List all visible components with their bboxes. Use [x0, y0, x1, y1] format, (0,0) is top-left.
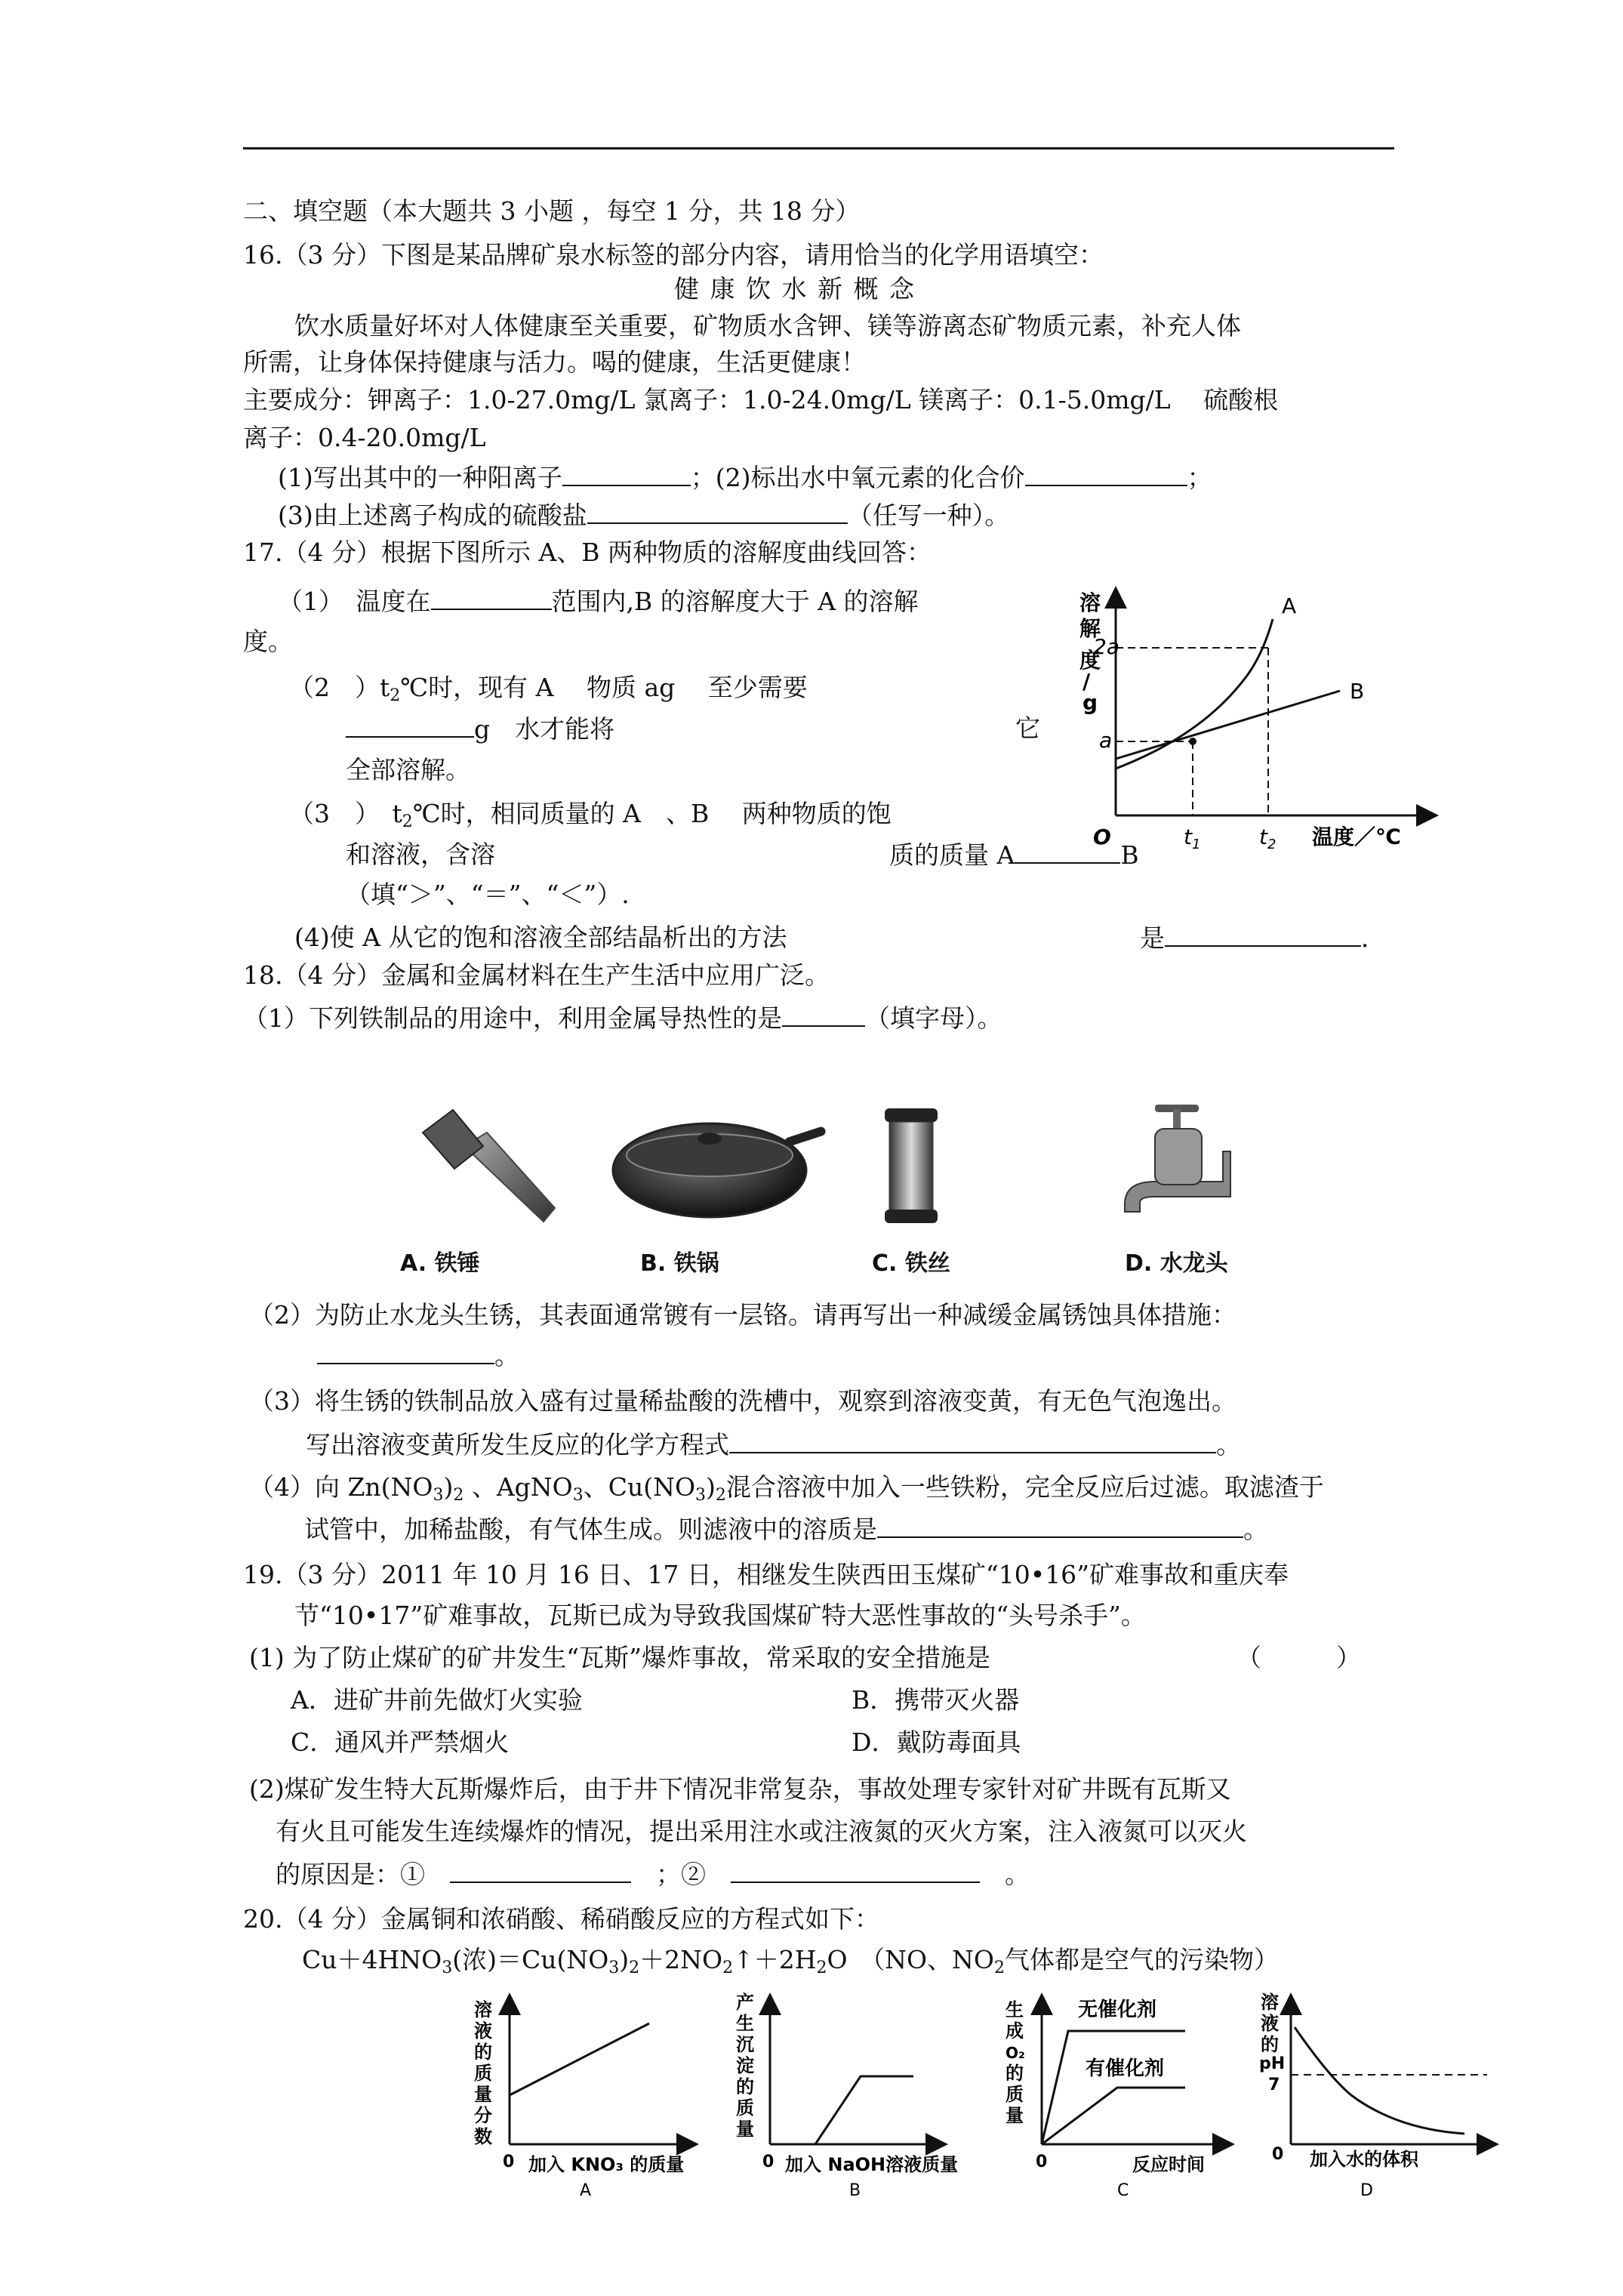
- q17-sub2-text-c: g 水才能将: [474, 714, 615, 744]
- subscript: 2: [993, 1959, 1005, 1977]
- q18-sub1-text: （1）下列铁制品的用途中，利用金属导热性的是: [243, 1003, 782, 1033]
- y-label-2: 解: [1079, 616, 1101, 641]
- subscript: 3: [572, 1486, 584, 1505]
- t-e: ): [706, 1472, 716, 1502]
- graph-d-xlabel: 加入水的体积: [1310, 2149, 1418, 2170]
- q17-sub2-line: [289, 673, 808, 711]
- q18-sub2-line: （2）为防止水龙头生锈，其表面通常镀有一层铬。请再写出一种减缓金属锈蚀具体措施：: [249, 1300, 1236, 1330]
- subscript: 3: [608, 1959, 620, 1977]
- punct: 。: [494, 1341, 519, 1370]
- t2-label: [1259, 824, 1276, 852]
- eq-b: (浓)＝Cu(NO: [452, 1945, 609, 1974]
- label-a: a: [1099, 728, 1113, 753]
- q17-blank-temp-range[interactable]: [431, 586, 552, 610]
- q17-sub3-text-b: ℃时，相同质量的 A 、B 两种物质的饱: [412, 799, 892, 828]
- punct: 。: [1243, 1515, 1268, 1544]
- subscript: 2: [453, 1486, 464, 1505]
- graph-a-ylabel-3: 的: [474, 2042, 492, 2063]
- intersection-point: [1189, 738, 1196, 745]
- q17-sub2-line3: 全部溶解。: [346, 755, 470, 784]
- label-2a: 2a: [1093, 634, 1119, 659]
- q18-sub3-line: （3）将生锈的铁制品放入盛有过量稀盐酸的洗槽中，观察到溶液变黄，有无色气泡逸出。: [249, 1386, 1236, 1416]
- q19-answer-paren[interactable]: （ ）: [1236, 1643, 1361, 1672]
- graph-c-ylabel-3: O₂: [1006, 2044, 1025, 2062]
- hammer-head: [423, 1110, 483, 1169]
- q19-line-6: [276, 1859, 1030, 1890]
- subscript: 3: [442, 1959, 453, 1977]
- spool-wire: [889, 1122, 933, 1211]
- q18-sub4-line2: [304, 1514, 1268, 1545]
- q18-sub3-line2: [306, 1429, 1241, 1460]
- q17-sub2-it: 它: [1015, 713, 1040, 743]
- t2-main: t: [1259, 824, 1267, 849]
- eq-a: Cu＋4HNO: [302, 1945, 442, 1974]
- q20-stem: 20.（4 分）金属铜和浓硝酸、稀硝酸反应的方程式如下：: [243, 1904, 879, 1934]
- q19-line-3: (1) 为了防止煤矿的矿井发生“瓦斯”爆炸事故，常采取的安全措施是: [249, 1643, 990, 1672]
- q19-line-5: 有火且可能发生连续爆炸的情况，提出采用注水或注液氮的灭火方案，注入液氮可以灭火: [276, 1817, 1247, 1846]
- graph-d-ylabel-4: pH: [1259, 2054, 1286, 2073]
- q18-blank-solute[interactable]: [877, 1514, 1243, 1538]
- q20-equation: [302, 1945, 1279, 1983]
- q18-sub3-text-b: 写出溶液变黄所发生反应的化学方程式: [306, 1430, 729, 1459]
- graph-a-ylabel-1: 溶: [474, 1999, 492, 2020]
- faucet-valve: [1155, 1129, 1202, 1185]
- q17-sub3-text-d: 质的质量 A: [889, 840, 1015, 870]
- q19-blank-reason2[interactable]: [731, 1859, 980, 1883]
- y-label-1: 溶: [1079, 590, 1101, 615]
- punct: 。: [1216, 1430, 1241, 1459]
- graph-c-xlabel: 反应时间: [1132, 2154, 1205, 2175]
- t2-sub: 2: [1267, 837, 1277, 852]
- q19-blank-reason1[interactable]: [450, 1859, 631, 1883]
- q17-sub2-line2: [346, 713, 614, 744]
- q17-stem: 17.（4 分）根据下图所示 A、B 两种物质的溶解度曲线回答：: [243, 538, 932, 567]
- curve-a: [1116, 619, 1273, 769]
- graph-d-curve: [1295, 2027, 1464, 2134]
- q16-label-title: 健 康 饮 水 新 概 念: [674, 274, 916, 304]
- t-c: 、AgNO: [463, 1472, 573, 1502]
- wok-knob: [698, 1133, 722, 1145]
- graph-c-ylabel-4: 的: [1006, 2063, 1024, 2084]
- wok-image: [604, 1102, 830, 1238]
- graph-b-ylabel-5: 的: [736, 2076, 754, 2097]
- graph-b-xlabel: 加入 NaOH溶液质量: [785, 2154, 959, 2175]
- q17-sub4-end: [1140, 923, 1386, 954]
- graph-a: [474, 1997, 694, 2200]
- hammer-image: [400, 1102, 574, 1231]
- graph-c: [1006, 1997, 1230, 2200]
- q16-blank-valence[interactable]: [1025, 462, 1187, 486]
- graph-d-ylabel-1: 溶: [1261, 1992, 1279, 2013]
- section-title: 二、填空题（本大题共 3 小题 ，每空 1 分，共 18 分）: [243, 196, 861, 226]
- graph-a-ylabel-7: 数: [474, 2126, 492, 2147]
- graph-b: [736, 1992, 958, 2200]
- t-d: 、Cu(NO: [583, 1472, 696, 1502]
- q16-blank-sulfate[interactable]: [587, 500, 848, 524]
- q19-option-b[interactable]: B．携带灭火器: [852, 1685, 1020, 1715]
- punct: ．: [1361, 923, 1386, 953]
- curve-b-label: B: [1350, 679, 1365, 704]
- q17-sub1-text: （1） 温度在: [278, 587, 431, 616]
- graph-a-letter: A: [580, 2181, 592, 2200]
- q17-sub2-text: （2 ）t: [289, 673, 390, 702]
- graph-b-ylabel-2: 生: [736, 2013, 754, 2034]
- subscript: 3: [433, 1486, 444, 1505]
- subscript: 2: [722, 1959, 734, 1977]
- q18-sub1-end: （填字母）。: [865, 1003, 1002, 1033]
- graph-c-label-no-catalyst: 无催化剂: [1078, 1999, 1157, 2021]
- origin-label: O: [1093, 824, 1111, 849]
- graph-a-ylabel-6: 分: [474, 2105, 492, 2126]
- eq-d: ＋2NO: [639, 1945, 723, 1974]
- header-rule: [243, 147, 1394, 149]
- graph-c-ylabel-6: 量: [1006, 2105, 1024, 2126]
- q19-line6-a: 的原因是：①: [276, 1860, 425, 1889]
- t-f: 混合溶液中加入一些铁粉，完全反应后过滤。取滤渣于: [725, 1472, 1324, 1502]
- q16-blank-cation[interactable]: [562, 462, 691, 486]
- solubility-graph: [1049, 574, 1442, 861]
- q17-sub2-text-b: ℃时，现有 A 物质 ag 至少需要: [400, 673, 808, 702]
- subscript: 2: [629, 1959, 640, 1977]
- q17-sub1-cont: 度。: [243, 627, 293, 656]
- q18-sub4-line: [249, 1472, 1324, 1511]
- graph-c-ylabel-1: 生: [1006, 1999, 1024, 2020]
- q16-para-3: 主要成分：钾离子：1.0-27.0mg/L 氯离子：1.0-24.0mg/L 镁离子：0.1-5.0mg/L 硫酸根: [243, 385, 1279, 415]
- caption-a: A. 铁锤: [400, 1250, 480, 1277]
- q16-sub2-text: ；(2)标出水中氧元素的化合价: [690, 463, 1025, 492]
- t1-sub: 1: [1191, 837, 1201, 852]
- q19-option-d[interactable]: D．戴防毒面具: [852, 1727, 1021, 1757]
- subscript: 2: [715, 1486, 726, 1505]
- graph-a-zero: 0: [503, 2153, 515, 2171]
- graph-d-letter: D: [1360, 2181, 1373, 2200]
- q18-blank-measure[interactable]: [317, 1340, 494, 1364]
- y-label-4: /: [1083, 669, 1091, 694]
- graph-b-ylabel-1: 产: [736, 1992, 754, 2013]
- graph-a-line: [510, 2023, 649, 2095]
- q16-para-2: 所需，让身体保持健康与活力。喝的健康，生活更健康！: [243, 347, 866, 377]
- spool-top: [885, 1108, 938, 1122]
- q19-line-4: (2)煤矿发生特大瓦斯爆炸后，由于井下情况非常复杂，事故处理专家针对矿井既有瓦斯又: [249, 1774, 1231, 1804]
- graph-a-xlabel: 加入 KNO₃ 的质量: [528, 2154, 685, 2175]
- subscript: 2: [402, 812, 413, 831]
- q17-sub3-line: [289, 799, 892, 837]
- graph-c-zero: 0: [1036, 2153, 1048, 2171]
- q19-line-1: 19.（3 分）2011 年 10 月 16 日、17 日，相继发生陕西田玉煤矿“10•16”矿难事故和重庆奉: [243, 1560, 1289, 1589]
- x-label: 温度／℃: [1312, 824, 1401, 849]
- graph-d-zero: 0: [1272, 2145, 1284, 2164]
- graph-b-ylabel-4: 淀: [736, 2055, 754, 2076]
- spool-bottom: [885, 1210, 938, 1223]
- eq-c: ): [619, 1945, 630, 1974]
- q16-stem: 16.（3 分）下图是某品牌矿泉水标签的部分内容，请用恰当的化学用语填空：: [243, 240, 1104, 270]
- q18-blank-thermal[interactable]: [782, 1003, 865, 1027]
- y-label-3: 度: [1079, 648, 1101, 673]
- subscript: 2: [390, 686, 401, 705]
- graph-b-ylabel-6: 质: [736, 2097, 754, 2119]
- punct: ；: [1187, 463, 1212, 492]
- wire-spool-image: [876, 1102, 951, 1231]
- eq-g: 气体都是空气的污染物）: [1004, 1945, 1279, 1974]
- q19-option-a[interactable]: A．进矿井前先做灯火实验: [291, 1685, 583, 1715]
- q17-sub3-text: （3 ） t: [289, 799, 402, 828]
- q19-line-2: 节“10•17”矿难事故，瓦斯已成为导致我国煤矿特大恶性事故的“头号杀手”。: [294, 1601, 1146, 1630]
- q16-sub3-line: [278, 500, 1009, 531]
- q17-sub1-text-b: 范围内,B 的溶解度大于 A 的溶解: [551, 587, 919, 616]
- caption-c: C. 铁丝: [872, 1250, 950, 1277]
- t1-label: [1184, 824, 1200, 852]
- caption-b: B. 铁锅: [640, 1250, 719, 1277]
- q17-sub3-line2: 和溶液，含溶: [346, 840, 495, 869]
- q17-blank-method[interactable]: [1165, 923, 1361, 947]
- q16-para-4: 离子：0.4-20.0mg/L: [243, 423, 486, 452]
- graph-b-letter: B: [849, 2181, 861, 2200]
- q17-sub4-text-b: 是: [1140, 923, 1165, 953]
- graph-d-seven: 7: [1268, 2076, 1280, 2094]
- t1-main: t: [1184, 824, 1192, 849]
- q17-sub1-line: [278, 586, 919, 617]
- q18-blank-equation[interactable]: [729, 1429, 1216, 1453]
- faucet-image: [1110, 1099, 1253, 1227]
- t-a: （4）向 Zn(NO: [249, 1472, 433, 1502]
- graph-a-ylabel-2: 液: [474, 2020, 492, 2042]
- graph-b-line: [815, 2076, 913, 2144]
- q17-sub4-line: (4)使 A 从它的饱和溶液全部结晶析出的方法: [294, 923, 787, 952]
- curve-b: [1116, 691, 1340, 759]
- subscript: 3: [695, 1486, 707, 1505]
- graph-b-ylabel-3: 沉: [736, 2034, 754, 2055]
- q19-option-c[interactable]: C．通风并严禁烟火: [291, 1727, 510, 1757]
- q16-sub3-text: (3)由上述离子构成的硫酸盐: [278, 501, 587, 530]
- q20-graphs: [468, 1986, 1502, 2205]
- graph-a-ylabel-4: 质: [474, 2063, 492, 2084]
- graph-d: [1259, 1992, 1495, 2200]
- graph-d-ylabel-2: 液: [1261, 2013, 1279, 2034]
- q17-sub3-text-e: B: [1120, 840, 1139, 870]
- q19-line6-b: ；②: [656, 1860, 706, 1889]
- t-b: ): [443, 1472, 454, 1502]
- q16-sub1-text: (1)写出其中的一种阳离子: [278, 463, 562, 492]
- graph-c-letter: C: [1117, 2181, 1129, 2200]
- q18-stem: 18.（4 分）金属和金属材料在生产生活中应用广泛。: [243, 960, 830, 990]
- curve-a-label: A: [1282, 593, 1297, 618]
- q18-sub4-text-g: 试管中，加稀盐酸，有气体生成。则滤液中的溶质是: [304, 1515, 877, 1544]
- graph-c-ylabel-5: 质: [1006, 2084, 1024, 2105]
- q17-blank-water[interactable]: [346, 713, 474, 738]
- graph-a-ylabel-5: 量: [474, 2084, 492, 2105]
- q16-sub1-line: [278, 462, 1212, 493]
- graph-c-ylabel-2: 成: [1006, 2020, 1024, 2042]
- caption-d: D. 水龙头: [1125, 1250, 1228, 1277]
- eq-e: ↑＋2H: [733, 1945, 817, 1974]
- graph-b-zero: 0: [762, 2153, 775, 2171]
- graph-c-label-catalyst: 有催化剂: [1086, 2057, 1165, 2080]
- graph-b-ylabel-7: 量: [736, 2119, 754, 2140]
- q16-para-1: 饮水质量好坏对人体健康至关重要，矿物质水含钾、镁等游离态矿物质元素，补充人体: [294, 311, 1241, 341]
- graph-d-ylabel-3: 的: [1261, 2034, 1279, 2055]
- punct: 。: [1005, 1860, 1030, 1889]
- graph-c-line-catalyst: [1042, 2088, 1185, 2144]
- q18-sub1-line: [243, 1003, 1002, 1034]
- eq-f: O （NO、NO: [827, 1945, 994, 1974]
- q18-sub2-blank-line: [317, 1340, 519, 1371]
- subscript: 2: [816, 1959, 827, 1977]
- wok-handle: [784, 1126, 827, 1148]
- y-label-5: g: [1083, 690, 1098, 715]
- q16-sub3-end: （任写一种）。: [847, 501, 1010, 530]
- q17-sub3-line3: （填“＞”、“＝”、“＜”）.: [346, 880, 630, 909]
